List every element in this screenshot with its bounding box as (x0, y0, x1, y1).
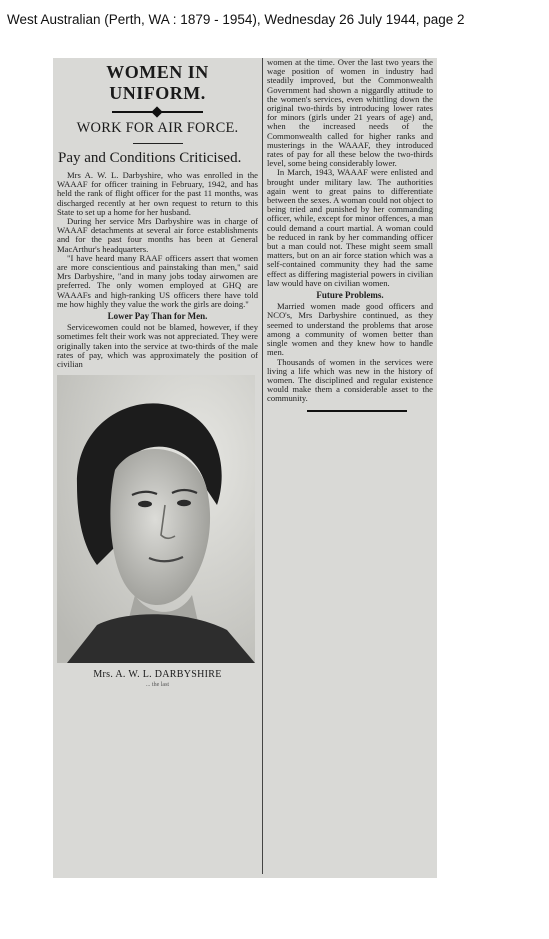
cut-off-text: ... the last (145, 682, 170, 689)
end-rule (307, 410, 407, 412)
photo-caption: Mrs. A. W. L. DARBYSHIRE (93, 669, 222, 681)
paragraph: Servicewomen could not be blamed, however, if they sometimes felt their work was not appreciated. They were originally taken into the service at two-thirds of the male rates of pay, which was approximately the position of civilian (57, 322, 258, 370)
left-column (57, 58, 263, 874)
crosshead-lower-pay: Lower Pay Than for Men. (107, 311, 208, 322)
right-body-text (267, 58, 433, 404)
secondary-subheadline: Pay and Conditions Criticised. (58, 150, 242, 166)
left-body-text (57, 171, 258, 369)
right-column (267, 58, 433, 412)
paragraph: "I have heard many RAAF officers assert that women are more conscientious and painstaking than men," said Mrs Darbyshire, "and in many jobs today airwomen are preferred. The only women employed at GHQ are WAAAFs and high-ranking US officers there have told me how highly they value the work the girls are doing." (57, 252, 258, 309)
subheadline: WORK FOR AIR FORCE. (76, 120, 239, 136)
crosshead-future-problems: Future Problems. (316, 290, 384, 301)
paragraph: Mrs A. W. L. Darbyshire, who was enrolled in the WAAAF for officer training in February, 1942, and has held the rank of flight officer for the past 11 months, was discharged recently at her own request to return to this State to set up a home for her husband. (57, 170, 258, 217)
paragraph: women at the time. Over the last two years the wage position of women in industry had steadily improved, but the Commonwealth Government had shown a niggardly attitude to the women's services, even whittling down the original two-thirds by introducing lower rates for minors (girls under 21 years of age) and, when the increased needs of the Commonwealth called for higher ranks and musterings in the WAAAF, they introduced rates of pay for all these below the two-thirds level, some being considerably lower. (267, 57, 433, 169)
newspaper-clipping (53, 58, 437, 878)
headline: WOMEN IN UNIFORM. (106, 62, 209, 103)
source-citation: West Australian (Perth, WA : 1879 - 1954), Wednesday 26 July 1944, page 2 (7, 12, 465, 27)
portrait-photo (57, 375, 255, 663)
paragraph: In March, 1943, WAAAF were enlisted and brought under military law. The authorities again went to great pains to differentiate between the sexes. A woman could not object to being tried and punished by her commanding officer, while, except for minor offences, a man could demand a court martial. A woman could be reduced in rank by her commanding officer but a man could not. These might seem small matters, but on an air force station which was a self-contained community they had the same effect as differing magisterial powers in civilian law would have on civilian women. (267, 167, 433, 288)
paragraph: Thousands of women in the services were living a life which was new in the history of women. The disciplined and regular existence would make them a considerable asset to the community. (267, 356, 433, 404)
paragraph: During her service Mrs Darbyshire was in charge of WAAAF detachments at several air force establishments and for the past four months has been at General MacArthur's headquarters. (57, 216, 258, 254)
short-rule (133, 143, 183, 144)
paragraph: Married women made good officers and NCO's, Mrs Darbyshire continued, as they seemed to understand the problems that arose among a community of women better than single women and they knew how to handle men. (267, 301, 433, 358)
portrait-image (57, 375, 255, 663)
ornament-rule (57, 107, 258, 117)
